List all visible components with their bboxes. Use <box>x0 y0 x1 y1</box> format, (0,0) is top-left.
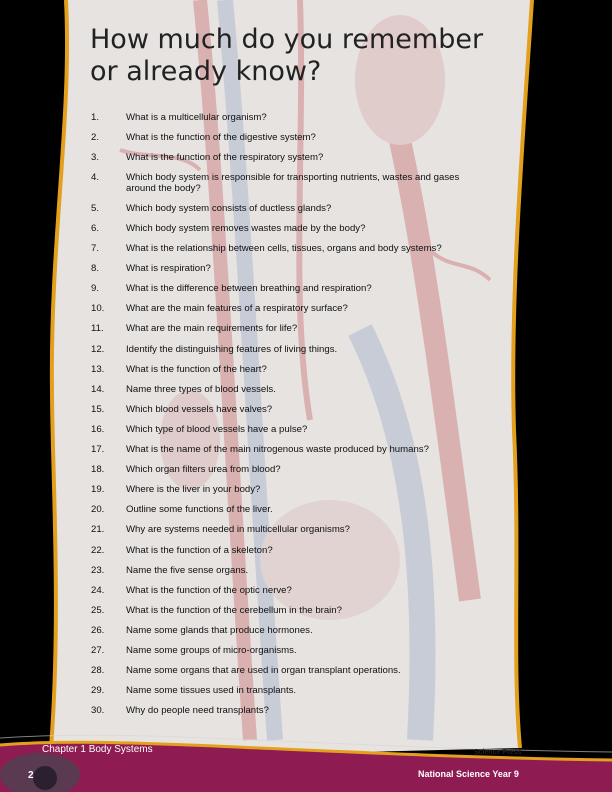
question-text: Where is the liver in your body? <box>126 484 261 495</box>
question-number: 11. <box>91 323 104 334</box>
question-text: What is the function of a skeleton? <box>126 545 273 556</box>
question-number: 15. <box>91 404 105 415</box>
question-number: 7. <box>91 243 100 254</box>
question-number: 10. <box>91 303 105 314</box>
page-title <box>90 24 483 88</box>
question-text: What is a multicellular organism? <box>126 112 267 123</box>
chapter-label: Chapter 1 Body Systems <box>42 744 153 755</box>
question-text: Name some organs that are used in organ transplant operations. <box>126 665 401 676</box>
question-number: 28. <box>91 665 105 676</box>
question-text: What are the main features of a respiratory surface? <box>126 303 348 314</box>
question-number: 9. <box>91 283 100 294</box>
question-text: What are the main requirements for life? <box>126 323 298 334</box>
question-number: 19. <box>91 484 105 495</box>
question-number: 18. <box>91 464 105 475</box>
question-number: 3. <box>91 152 100 163</box>
question-text: Which blood vessels have valves? <box>126 404 273 415</box>
title-line-1: How much do you remember <box>90 24 484 55</box>
question-text: What is respiration? <box>126 263 211 274</box>
publisher-label: Science Press <box>474 749 522 756</box>
question-number: 27. <box>91 645 105 656</box>
title-line-2: or already know? <box>90 56 322 87</box>
question-number: 1. <box>91 112 100 123</box>
question-number: 2. <box>91 132 100 143</box>
question-text: Name some glands that produce hormones. <box>126 625 313 636</box>
question-number: 8. <box>91 263 100 274</box>
question-number: 25. <box>91 605 105 616</box>
question-text: Which organ filters urea from blood? <box>126 464 281 475</box>
question-text: Name three types of blood vessels. <box>126 384 276 395</box>
question-number: 21. <box>91 524 105 535</box>
question-text: Which type of blood vessels have a pulse? <box>126 424 308 435</box>
question-number: 12. <box>91 344 105 355</box>
question-text: Outline some functions of the liver. <box>126 504 273 515</box>
question-text: Which body system is responsible for transporting nutrients, wastes and gases around the body? <box>126 172 460 194</box>
question-text: Identify the distinguishing features of living things. <box>126 344 338 355</box>
question-text: What is the function of the respiratory system? <box>126 152 324 163</box>
question-text: What is the function of the heart? <box>126 364 267 375</box>
question-text: What is the function of the digestive system? <box>126 132 316 143</box>
question-text: What is the function of the optic nerve? <box>126 585 292 596</box>
page-number: 2 <box>28 770 34 781</box>
question-text: Name some tissues used in transplants. <box>126 685 297 696</box>
question-number: 30. <box>91 705 105 716</box>
question-text: Why are systems needed in multicellular organisms? <box>126 524 350 535</box>
question-text: Which body system consists of ductless glands? <box>126 203 332 214</box>
question-number: 5. <box>91 203 100 214</box>
question-text: What is the difference between breathing and respiration? <box>126 283 372 294</box>
question-text: Which body system removes wastes made by the body? <box>126 223 366 234</box>
question-text: Why do people need transplants? <box>126 705 269 716</box>
question-text: Name some groups of micro-organisms. <box>126 645 297 656</box>
question-number: 13. <box>91 364 105 375</box>
question-text: What is the function of the cerebellum in the brain? <box>126 605 342 616</box>
question-number: 6. <box>91 223 100 234</box>
question-number: 4. <box>91 172 100 183</box>
question-number: 24. <box>91 585 105 596</box>
question-number: 17. <box>91 444 105 455</box>
question-text: What is the name of the main nitrogenous waste produced by humans? <box>126 444 429 455</box>
question-number: 20. <box>91 504 105 515</box>
question-text: What is the relationship between cells, tissues, organs and body systems? <box>126 243 442 254</box>
question-text: Name the five sense organs. <box>126 565 249 576</box>
question-number: 23. <box>91 565 105 576</box>
question-number: 16. <box>91 424 105 435</box>
series-title: National Science Year 9 <box>418 769 519 779</box>
question-number: 29. <box>91 685 105 696</box>
question-number: 26. <box>91 625 105 636</box>
question-number: 22. <box>91 545 105 556</box>
question-number: 14. <box>91 384 105 395</box>
